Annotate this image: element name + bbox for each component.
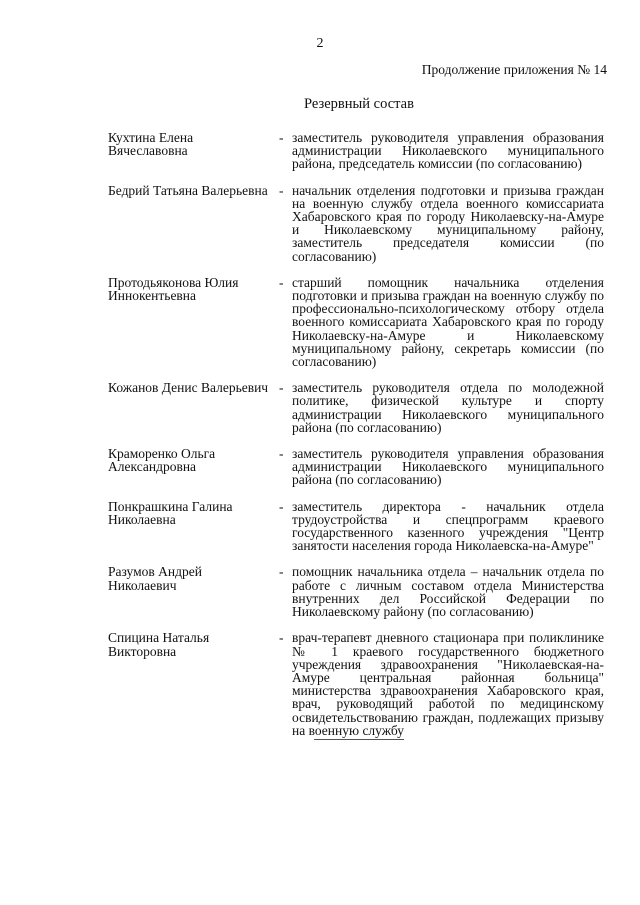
end-divider xyxy=(314,739,404,740)
member-entry xyxy=(108,131,604,171)
member-entry xyxy=(108,381,604,434)
member-role: врач-терапевт дневного стационара при поликлинике № 1 краевого государственного бюджетного учреждения здравоохранения "Николаевская-на-Амуре центральная районная больница" министерства здравоохранения Хабаровского края, врач, руководящий работой по медицинскому освидетельствованию граждан, подлежащих призыву на военную службу xyxy=(292,630,604,738)
separator-dash: - xyxy=(279,564,284,580)
member-name: Спицина Наталья Викторовна xyxy=(108,630,210,659)
member-name: Протодьяконова Юлия Иннокентьевна xyxy=(108,274,239,304)
member-entry xyxy=(108,500,604,553)
member-entry xyxy=(108,184,604,263)
member-name: Краморенко Ольга Александровна xyxy=(108,446,216,475)
separator-dash: - xyxy=(279,274,284,290)
member-role: заместитель руководителя управления образования администрации Николаевского муниципального района, председатель комиссии (по согласованию) xyxy=(292,130,604,172)
member-entry xyxy=(108,565,604,618)
member-entry xyxy=(108,631,604,737)
page-number: 2 xyxy=(316,36,324,51)
separator-dash: - xyxy=(279,380,284,396)
separator-dash: - xyxy=(279,630,284,646)
separator-dash: - xyxy=(279,446,284,462)
member-name: Понкрашкина Галина Николаевна xyxy=(108,498,233,527)
appendix-continuation-label: Продолжение приложения № 14 xyxy=(421,62,607,77)
member-entry xyxy=(108,447,604,487)
member-role: помощник начальника отдела – начальник отдела по работе с личным составом отдела Министерства внутренних дел Российской Федерации по Николаевскому району (по согласованию) xyxy=(292,564,604,620)
member-role: заместитель руководителя управления образования администрации Николаевского муниципального района (по согласованию) xyxy=(292,446,604,488)
member-list xyxy=(108,131,604,750)
member-role: старший помощник начальника отделения подготовки и призыва граждан на военную службу по профессионально-психологическому отбору отдела военного комиссариата Хабаровского края по городу Николаевску-на-Амуре и Николаевскому муниципальному району, секретарь комиссии (по согласованию) xyxy=(292,274,604,370)
member-name: Разумов Андрей Николаевич xyxy=(108,564,202,593)
member-role: начальник отделения подготовки и призыва граждан на военную службу отдела военного комиссариата Хабаровского края по городу Николаевску-на-Амуре и Николаевскому муниципальному району, заместитель председателя комиссии (по согласованию) xyxy=(292,182,604,264)
member-name: Бедрий Татьяна Валерьевна xyxy=(108,182,268,198)
section-title: Резервный состав xyxy=(304,96,414,112)
member-role: заместитель директора - начальник отдела трудоустройства и спецпрограмм краевого государственного казенного учреждения "Центр занятости населения города Николаевска-на-Амуре" xyxy=(292,498,604,554)
separator-dash: - xyxy=(279,182,284,198)
separator-dash: - xyxy=(279,498,284,514)
member-name: Кожанов Денис Валерьевич xyxy=(108,380,269,396)
member-entry xyxy=(108,276,604,368)
separator-dash: - xyxy=(279,130,284,145)
member-role: заместитель руководителя отдела по молодежной политике, физической культуре и спорту администрации Николаевского муниципального района (по согласованию) xyxy=(292,380,604,435)
member-name: Кухтина Елена Вячеславовна xyxy=(108,130,194,159)
